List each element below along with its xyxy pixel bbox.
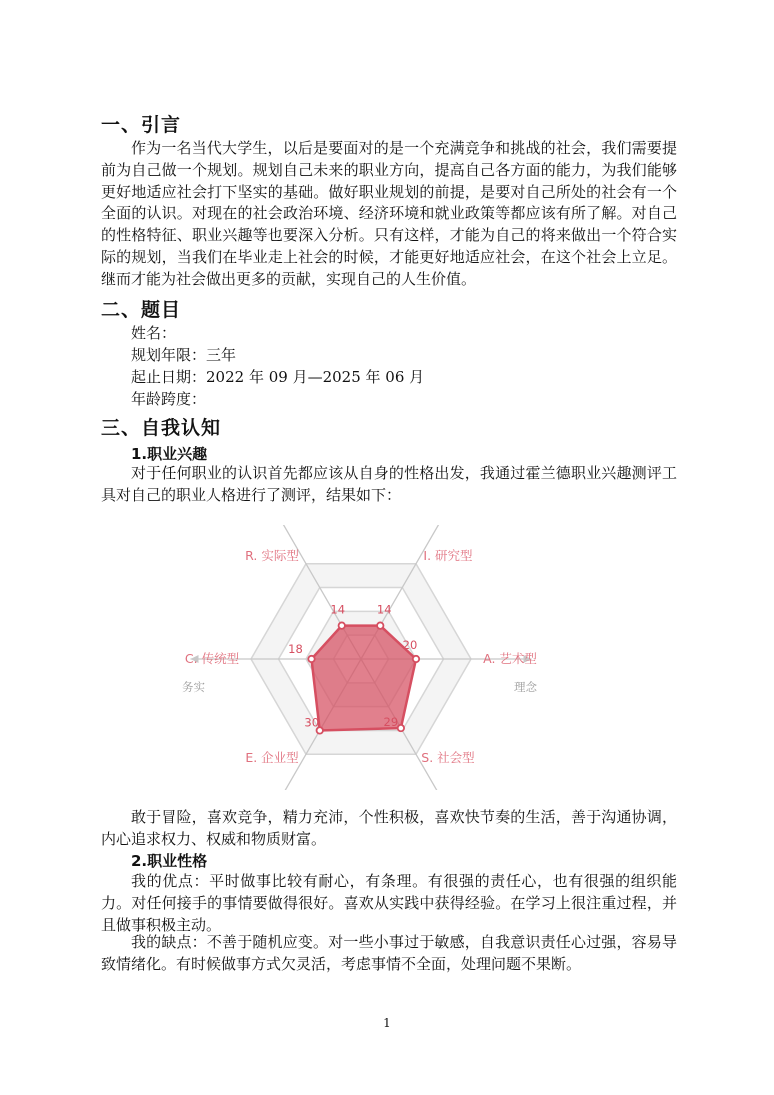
radar-data-point <box>377 622 383 628</box>
holland-radar-chart <box>170 525 550 790</box>
plan-years-line: 规划年限：三年 <box>131 346 237 364</box>
subheading-interest: 1.职业兴趣 <box>131 445 208 463</box>
radar-axis-label: R. 实际型 <box>245 548 299 563</box>
radar-value-label: 30 <box>304 715 320 730</box>
intro-paragraph: 作为一名当代大学生，以后是要面对的是一个充满竞争和挑战的社会，我们需要提前为自己做一个规划。规划自己未来的职业方向，提高自己各方面的能力，为我们能够更好地适应社会打下坚实的基础。做好职业规划的前提，是要对自己所处的社会有一个全面的认识。对现在的社会政治环境、经济环境和就业政策等都应该有所了解。对自己的性格特征、职业兴趣等也要深入分析。只有这样，才能为自己的将来做出一个符合实际的规划，当我们在毕业走上社会的时候，才能更好地适应社会，在这个社会上立足。继而才能为社会做出更多的贡献，实现自己的人生价值。 <box>101 139 677 288</box>
radar-axis-label: S. 社会型 <box>421 750 475 765</box>
page-number: 1 <box>383 1016 391 1030</box>
radar-value-label: 14 <box>330 602 346 617</box>
section-heading-intro: 一、引言 <box>101 114 182 136</box>
radar-axis-label: E. 企业型 <box>245 750 299 765</box>
strengths-paragraph: 我的优点：平时做事比较有耐心，有条理。有很强的责任心，也有很强的组织能力。对任何接手的事情要做得很好。喜欢从实践中获得经验。在学习上很注重过程，并且做事积极主动。 <box>101 872 677 934</box>
radar-data-point <box>339 622 345 628</box>
section-heading-self: 三、自我认知 <box>101 417 222 439</box>
radar-data-point <box>398 725 404 731</box>
name-line: 姓名： <box>131 324 177 342</box>
radar-data-point <box>413 656 419 662</box>
weaknesses-paragraph: 我的缺点：不善于随机应变。对一些小事过于敏感，自我意识责任心过强，容易导致情绪化。有时候做事方式欠灵活，考虑事情不全面，处理问题不果断。 <box>101 933 677 973</box>
radar-axis-label: A. 艺术型 <box>483 651 537 666</box>
age-span-line: 年龄跨度： <box>131 390 207 408</box>
section-heading-title: 二、题目 <box>101 299 182 321</box>
date-range-line: 起止日期：2022 年 09 月—2025 年 06 月 <box>131 368 425 386</box>
radar-axis-label: C. 传统型 <box>184 651 240 666</box>
interest-paragraph: 对于任何职业的认识首先都应该从自身的性格出发，我通过霍兰德职业兴趣测评工具对自己的职业人格进行了测评，结果如下： <box>101 464 677 504</box>
radar-axis-label: I. 研究型 <box>423 548 473 563</box>
radar-value-label: 18 <box>288 642 303 656</box>
radar-value-label: 29 <box>383 715 399 730</box>
radar-data-point <box>308 656 314 662</box>
radar-value-label: 14 <box>376 602 392 617</box>
dimension-label-right: 理念 <box>514 680 537 694</box>
subheading-personality: 2.职业性格 <box>131 852 208 870</box>
dimension-label-left: 务实 <box>182 680 205 694</box>
interest-result-paragraph: 敢于冒险，喜欢竞争，精力充沛，个性积极，喜欢快节奏的生活，善于沟通协调，内心追求权力、权威和物质财富。 <box>101 808 677 848</box>
radar-value-label: 20 <box>402 638 418 652</box>
